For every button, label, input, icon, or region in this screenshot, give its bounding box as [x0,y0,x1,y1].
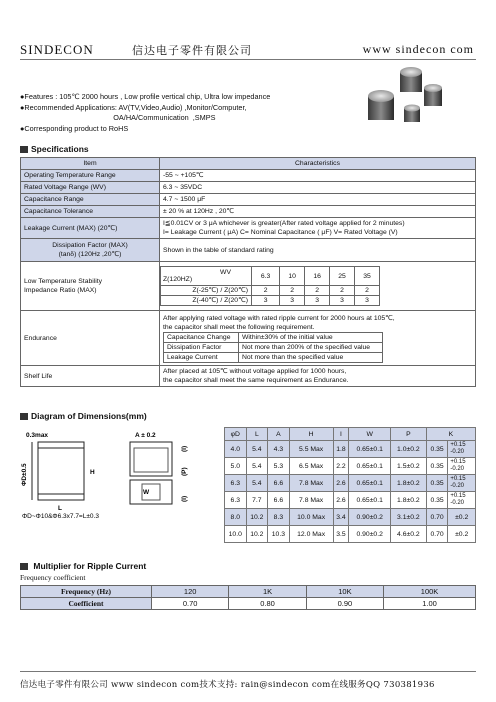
endurance-key: Leakage Current [164,352,239,362]
label-line: Dissipation Factor (MAX) [52,242,128,249]
row-label: Rated Voltage Range (WV) [21,182,160,194]
coefficient-cell: 0.90 [306,598,383,610]
ratio-cell: 3 [330,296,355,306]
ratio-cell: 2 [252,286,280,296]
row-label: Leakage Current (MAX) (20℃) [21,218,160,239]
label-w: W [143,489,150,496]
tol-minus: -0.20 [450,466,465,472]
dimensions-table [224,427,476,543]
brand-name: SINDECON [20,42,94,57]
impedance-table [160,266,380,306]
frequency-cell: 1K [229,586,306,598]
square-bullet-icon [20,563,28,570]
endurance-value: Not more than the specified value [239,352,383,362]
row-label: Capacitance Range [21,194,160,206]
table-row [225,441,476,458]
cell: 4.0 [225,441,247,458]
tolerance-cell [448,458,476,475]
col-header: A [268,428,290,441]
cell: 6.6 [268,492,290,509]
cell: 0.65±0.1 [349,458,391,475]
row-label: Shelf Life [21,366,160,387]
ratio-cell: 2 [355,286,380,296]
leakage-line: I= Leakage Current ( μA) C= Nominal Capacitance ( μF) V= Rated Voltage (V) [163,229,398,236]
row-value [160,218,476,239]
col-header: K [426,428,475,441]
table-row [21,262,476,311]
coefficient-cell: 0.70 [152,598,229,610]
endurance-line: the capacitor shall meet the following requirement. [163,323,315,331]
cell: 6.5 Max [289,458,333,475]
row-value: ± 20 % at 120Hz , 20℃ [160,206,476,218]
col-characteristics: Characteristics [160,158,476,170]
cell: 6.6 [268,475,290,492]
tol-plus: +0.15 [450,476,466,482]
impedance-row [161,267,380,286]
table-row [21,239,476,262]
cell: 1.0±0.2 [390,441,426,458]
cell: 1.5±0.2 [390,458,426,475]
label-i: (I) [181,495,188,502]
table-header-row [225,428,476,441]
label-line: Impedance Ratio (MAX) [24,287,97,294]
ripple-table [20,585,476,610]
ratio-label: Z(-40℃) / Z(20℃) [161,296,252,306]
cell: 2.6 [333,475,349,492]
tolerance-cell: ±0.2 [448,509,476,526]
tol-plus: +0.15 [450,493,466,499]
cell: 7.8 Max [289,475,333,492]
cell: 3.1±0.2 [390,509,426,526]
cell: 4.3 [268,441,290,458]
row-value: 4.7 ~ 1500 μF [160,194,476,206]
cell: 0.35 [426,458,448,475]
table-row [225,492,476,509]
cell: 8.3 [268,509,290,526]
table-row [225,458,476,475]
row-value: Shown in the table of standard rating [160,239,476,262]
coefficient-label: Coefficient [21,598,152,610]
cell: 1.8±0.2 [390,492,426,509]
cell: 5.4 [246,458,268,475]
coefficient-row [21,598,476,610]
table-row [21,218,476,239]
frequency-cell: 100K [384,586,476,598]
ratio-cell: 3 [355,296,380,306]
tolerance-cell [448,475,476,492]
cell: 1.8 [333,441,349,458]
header-rule [20,59,476,60]
col-item: Item [21,158,160,170]
cell: 0.35 [426,492,448,509]
voltage-cell: 6.3 [252,267,280,286]
label-p: (P) [181,467,188,476]
feature-line: OA/HA/Communication ,SMPS [20,113,216,122]
voltage-cell: 35 [355,267,380,286]
cell: 0.70 [426,526,448,543]
table-header-row [21,158,476,170]
row-label: Operating Temperature Range [21,170,160,182]
endurance-line: After applying rated voltage with rated ripple current for 2000 hours at 105℃, [163,314,395,322]
table-row [21,366,476,387]
row-value: -55 ~ +105℃ [160,170,476,182]
tol-minus: -0.20 [450,449,465,455]
ratio-cell: 2 [330,286,355,296]
cell: 0.35 [426,441,448,458]
row-value [160,262,476,311]
tol-minus: -0.20 [450,500,465,506]
ratio-cell: 2 [280,286,305,296]
footer-rule [20,671,476,672]
col-header: I [333,428,349,441]
voltage-cell: 25 [330,267,355,286]
col-header: L [246,428,268,441]
col-header: W [349,428,391,441]
section-title: Multiplier for Ripple Current [33,561,147,571]
label-line: (tanδ) (120Hz ,20℃) [58,251,122,258]
cell: 0.65±0.1 [349,475,391,492]
table-row [21,194,476,206]
endurance-row [164,342,383,352]
frequency-cell: 10K [306,586,383,598]
cell: 5.5 Max [289,441,333,458]
col-header: P [390,428,426,441]
dimension-note: ΦD~Φ10&Φ6.3x7.7=L±0.3 [22,513,99,518]
tol-plus: +0.15 [450,459,466,465]
cell: 8.0 [225,509,247,526]
feature-line: ●Features : 105℃ 2000 hours , Low profile vertical chip, Ultra low impedance [20,92,271,101]
cell: 0.90±0.2 [349,526,391,543]
table-row [225,526,476,543]
frequency-cell: 120 [152,586,229,598]
row-value: 6.3 ~ 35VDC [160,182,476,194]
cell: 1.8±0.2 [390,475,426,492]
table-row [225,475,476,492]
feature-list [20,92,270,134]
endurance-value: Not more than 200% of the specified value [239,342,383,352]
cell: 0.65±0.1 [349,441,391,458]
frequency-label: Frequency (Hz) [21,586,152,598]
dimension-drawing [20,428,220,518]
cell: 5.3 [268,458,290,475]
coefficient-cell: 0.80 [229,598,306,610]
tolerance-cell: ±0.2 [448,526,476,543]
ratio-cell: 2 [305,286,330,296]
voltage-cell: 10 [280,267,305,286]
cell: 0.35 [426,475,448,492]
label-h: H [90,469,95,476]
cell: 10.0 Max [289,509,333,526]
ratio-cell: 3 [280,296,305,306]
tolerance-cell [448,441,476,458]
label-max-offset: 0.3max [26,432,49,439]
table-row [21,182,476,194]
col-header: φD [225,428,247,441]
row-label: Capacitance Tolerance [21,206,160,218]
specifications-heading [20,144,89,154]
cell: 5.0 [225,458,247,475]
leakage-line: I≦0.01CV or 3 μA whichever is greater(After rated voltage applied for 2 minutes) [163,220,405,227]
label-i: (I) [181,445,188,452]
shelf-line: the capacitor shall meet the same requirement as Endurance. [163,377,349,384]
label-diameter: ΦD±0.5 [21,463,28,486]
endurance-key: Dissipation Factor [164,342,239,352]
section-title: Specifications [31,144,89,154]
company-name: 信达电子零件有限公司 [132,44,252,57]
product-photo [352,62,448,134]
ratio-cell: 3 [305,296,330,306]
row-label: Endurance [21,311,160,366]
cell: 5.4 [246,475,268,492]
tol-plus: +0.15 [450,442,466,448]
cell: 10.2 [246,509,268,526]
cell: 2.2 [333,458,349,475]
ratio-cell: 3 [252,296,280,306]
endurance-table [163,332,383,363]
ripple-heading [20,561,146,571]
cell: 10.0 [225,526,247,543]
cell: 3.4 [333,509,349,526]
impedance-corner [161,267,252,286]
cell: 12.0 Max [289,526,333,543]
dimensions-heading [20,411,147,421]
label-line: Low Temperature Stability [24,278,103,285]
endurance-row [164,352,383,362]
cell: 6.3 [225,492,247,509]
endurance-value: Within±30% of the initial value [239,332,383,342]
cell: 0.65±0.1 [349,492,391,509]
cell: 3.5 [333,526,349,543]
table-row [21,311,476,366]
cell: 0.90±0.2 [349,509,391,526]
row-label [21,239,160,262]
specifications-table [20,157,476,387]
section-title: Diagram of Dimensions(mm) [31,411,147,421]
cell: 10.3 [268,526,290,543]
feature-line: ●Corresponding product to RoHS [20,123,129,133]
footer-text: 信达电子零件有限公司 www sindecon com技术支持: rain@sindecon com在线服务QQ 730381936 [20,680,435,690]
z120-label: Z(120HZ) [163,276,193,283]
wv-label: WV [220,269,231,276]
impedance-row [161,296,380,306]
endurance-row [164,332,383,342]
tolerance-cell [448,492,476,509]
frequency-row [21,586,476,598]
cell: 2.6 [333,492,349,509]
tol-minus: -0.20 [450,483,465,489]
label-a: A ± 0.2 [135,432,156,439]
ripple-subtitle: Frequency coefficient [20,573,86,582]
table-row [21,206,476,218]
cell: 10.2 [246,526,268,543]
cell: 5.4 [246,441,268,458]
cell: 6.3 [225,475,247,492]
row-value [160,366,476,387]
row-label [21,262,160,311]
coefficient-cell: 1.00 [384,598,476,610]
cell: 0.70 [426,509,448,526]
impedance-row [161,286,380,296]
row-value [160,311,476,366]
feature-line: ●Recommended Applications: AV(TV,Video,Audio) ,Monitor/Computer, [20,102,247,112]
square-bullet-icon [20,413,28,420]
col-header: H [289,428,333,441]
square-bullet-icon [20,146,28,153]
cell: 4.6±0.2 [390,526,426,543]
cell: 7.8 Max [289,492,333,509]
label-l: L [58,505,62,512]
endurance-key: Capacitance Change [164,332,239,342]
shelf-line: After placed at 105℃ without voltage applied for 1000 hours, [163,368,347,375]
ratio-label: Z(-25℃) / Z(20℃) [161,286,252,296]
cell: 7.7 [246,492,268,509]
table-row [21,170,476,182]
website-link[interactable]: www sindecon com [362,42,474,56]
table-row [225,509,476,526]
voltage-cell: 16 [305,267,330,286]
